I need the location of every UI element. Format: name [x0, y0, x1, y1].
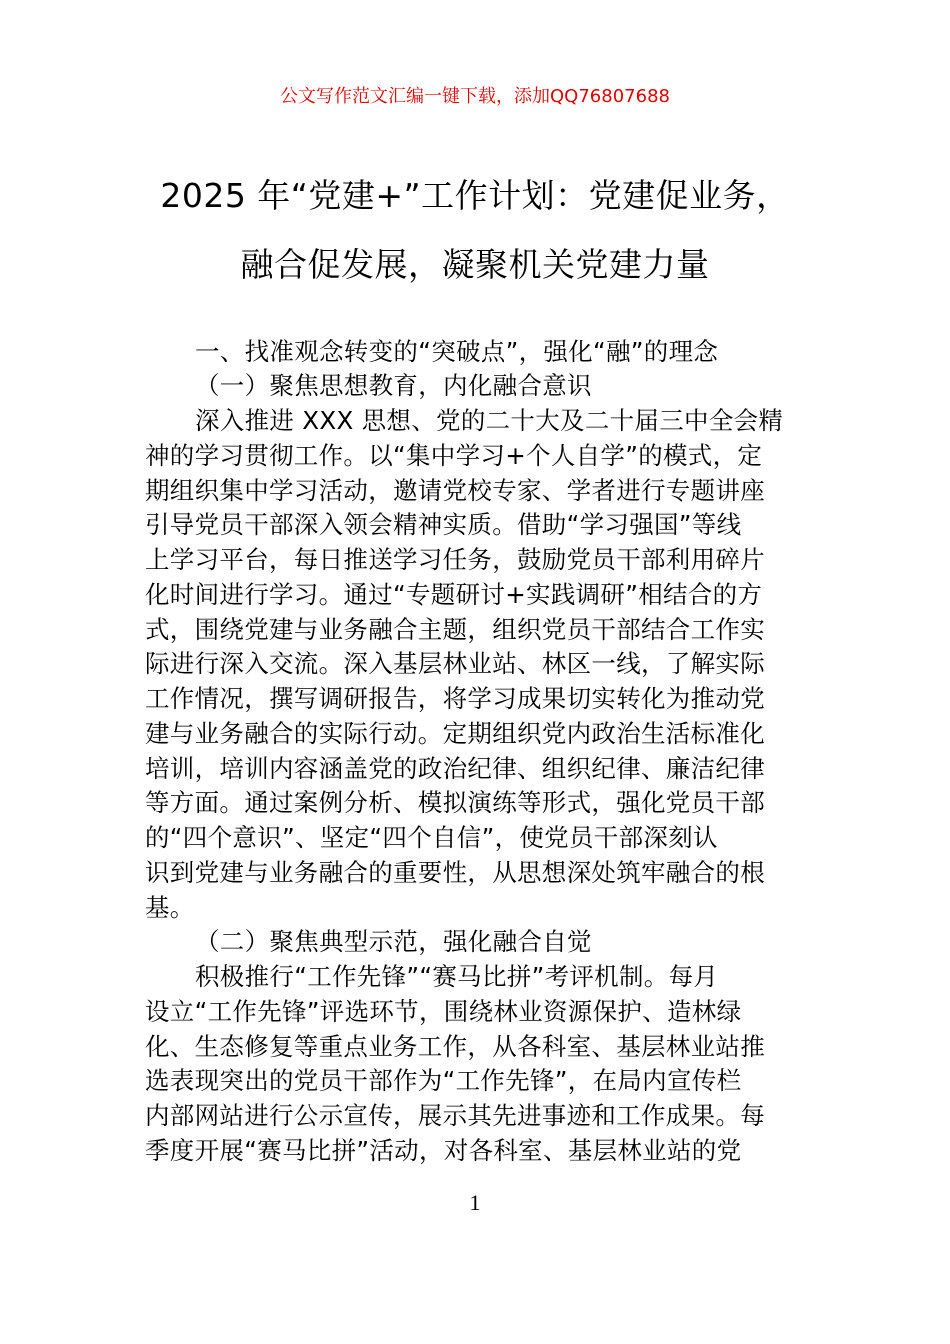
- paragraph-line: 化、生态修复等重点业务工作，从各科室、基层林业站推: [145, 1031, 765, 1061]
- paragraph-line: 设立“工作先锋”评选环节，围绕林业资源保护、造林绿: [145, 996, 742, 1026]
- document-title-line-1: 2025 年“党建+”工作计划：党建促业务，: [160, 176, 790, 215]
- paragraph-line: 工作情况，撰写调研报告，将学习成果切实转化为推动党: [145, 684, 765, 713]
- paragraph-line: 期组织集中学习活动，邀请党校专家、学者进行专题讲座: [145, 475, 765, 505]
- paragraph-line: 神的学习贯彻工作。以“集中学习+个人自学”的模式，定: [145, 440, 763, 470]
- subsection-heading: （二）聚焦典型示范，强化融合自觉: [195, 927, 592, 956]
- paragraph-line: 际进行深入交流。深入基层林业站、林区一线，了解实际: [145, 649, 765, 679]
- page-number: 1: [469, 1190, 481, 1215]
- paragraph-line: 培训，培训内容涵盖党的政治纪律、组织纪律、廉洁纪律: [145, 753, 765, 783]
- paragraph-line: 上学习平台，每日推送学习任务，鼓励党员干部利用碎片: [145, 545, 765, 574]
- document-title-line-2: 融合促发展，凝聚机关党建力量: [240, 245, 710, 284]
- paragraph-line: 化时间进行学习。通过“专题研讨+实践调研”相结合的方: [145, 579, 763, 609]
- paragraph-line: 内部网站进行公示宣传，展示其先进事迹和工作成果。每: [145, 1101, 765, 1130]
- paragraph-line: 深入推进 XXX 思想、党的二十大及二十届三中全会精: [195, 406, 784, 435]
- subsection-heading: （一）聚焦思想教育，内化融合意识: [195, 371, 592, 400]
- paragraph-line: 的“四个意识”、坚定“四个自信”，使党员干部深刻认: [145, 823, 718, 852]
- paragraph-line: 式，围绕党建与业务融合主题，组织党员干部结合工作实: [145, 614, 765, 644]
- paragraph-line: 引导党员干部深入领会精神实质。借助“学习强国”等线: [145, 510, 742, 540]
- paragraph-line: 识到党建与业务融合的重要性，从思想深处筑牢融合的根: [145, 857, 765, 887]
- paragraph-line: 积极推行“工作先锋”“赛马比拼”考评机制。每月: [195, 962, 719, 991]
- paragraph-line: 选表现突出的党员干部作为“工作先锋”，在局内宣传栏: [145, 1066, 742, 1096]
- paragraph-line: 基。: [145, 892, 195, 922]
- paragraph-line: 等方面。通过案例分析、模拟演练等形式，强化党员干部: [145, 788, 765, 818]
- download-ad-link[interactable]: 公文写作范文汇编一键下载，添加QQ76807688: [280, 86, 670, 107]
- paragraph-line: 季度开展“赛马比拼”活动，对各科室、基层林业站的党: [145, 1135, 742, 1165]
- section-heading: 一、找准观念转变的“突破点”，强化“融”的理念: [195, 337, 719, 366]
- paragraph-line: 建与业务融合的实际行动。定期组织党内政治生活标准化: [145, 718, 765, 748]
